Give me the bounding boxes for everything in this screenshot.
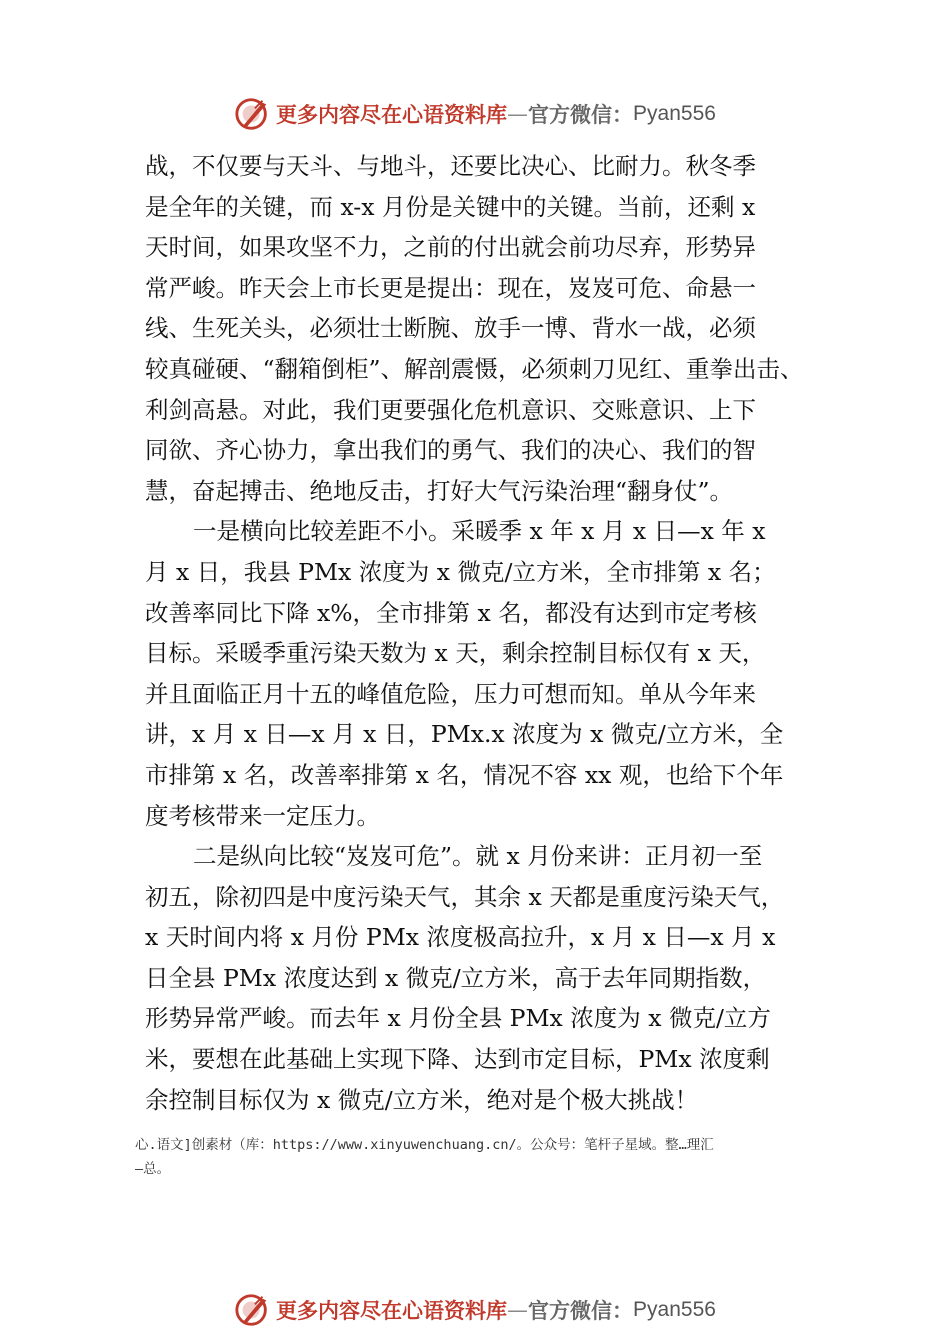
footer-banner xyxy=(0,1290,950,1330)
text-line: 讲，x 月 x 日—x 月 x 日，PMx.x 浓度为 x 微克/立方米，全 xyxy=(145,720,784,749)
text-line: 是全年的关键，而 x-x 月份是关键中的关键。当前，还剩 x xyxy=(145,192,756,221)
wechat-id: Pyan556 xyxy=(633,1298,716,1321)
paragraph-3 xyxy=(145,836,835,1120)
text-line: 形势异常严峻。而去年 x 月份全县 PMx 浓度为 x 微克/立方 xyxy=(145,1004,771,1033)
wechat-id: Pyan556 xyxy=(633,102,716,125)
brand-text: 更多内容尽在心语资料库 xyxy=(276,1298,508,1323)
text-line: 日全县 PMx 浓度达到 x 微克/立方米，高于去年同期指数， xyxy=(145,963,767,992)
footnote-line: 心.语文]创素材（库：https://www.xinyuwenchuang.cn/。公众号：笔杆子星域。整…理汇 xyxy=(135,1137,714,1153)
paragraph-1 xyxy=(145,146,835,511)
text-line: 目标。采暖季重污染天数为 x 天，剩余控制目标仅有 x 天， xyxy=(145,639,766,668)
text-line: 利剑高悬。对此，我们更要强化危机意识、交账意识、上下 xyxy=(145,395,756,424)
text-line: 初五，除初四是中度污染天气，其余 x 天都是重度污染天气， xyxy=(145,882,785,911)
text-line: 改善率同比下降 x%，全市排第 x 名，都没有达到市定考核 xyxy=(145,598,757,627)
text-line: 一是横向比较差距不小。采暖季 x 年 x 月 x 日—x 年 x xyxy=(193,517,766,546)
text-line: 较真碰硬、“翻箱倒柜”、解剖震慑，必须刺刀见红、重拳出击、 xyxy=(145,354,804,383)
text-line: 慧，奋起搏击、绝地反击，打好大气污染治理“翻身仗”。 xyxy=(145,476,734,505)
source-footnote xyxy=(135,1133,855,1181)
text-line: 天时间，如果攻坚不力，之前的付出就会前功尽弃，形势异 xyxy=(145,233,756,262)
text-line: 月 x 日，我县 PMx 浓度为 x 微克/立方米，全市排第 x 名； xyxy=(145,557,776,586)
text-line: 二是纵向比较“岌岌可危”。就 x 月份来讲：正月初一至 xyxy=(193,842,763,871)
footnote-line: —总。 xyxy=(135,1161,171,1177)
feather-pen-logo-icon xyxy=(234,95,272,133)
document-body xyxy=(145,146,835,1120)
brand-text: 更多内容尽在心语资料库 xyxy=(276,102,508,127)
separator: — xyxy=(507,102,529,126)
text-line: 余控制目标仅为 x 微克/立方米，绝对是个极大挑战！ xyxy=(145,1085,699,1114)
paragraph-2 xyxy=(145,511,835,836)
header-banner xyxy=(0,94,950,134)
text-line: 市排第 x 名，改善率排第 x 名，情况不容 xx 观，也给下个年 xyxy=(145,760,784,789)
separator: — xyxy=(507,1298,529,1322)
wechat-label: 官方微信： xyxy=(528,1299,634,1323)
text-line: 并且面临正月十五的峰值危险，压力可想而知。单从今年来 xyxy=(145,679,756,708)
text-line: x 天时间内将 x 月份 PMx 浓度极高拉升，x 月 x 日—x 月 x xyxy=(145,923,776,952)
text-line: 同欲、齐心协力，拿出我们的勇气、我们的决心、我们的智 xyxy=(145,436,756,465)
wechat-label: 官方微信： xyxy=(528,103,634,127)
text-line: 战，不仅要与天斗、与地斗，还要比决心、比耐力。秋冬季 xyxy=(145,152,756,180)
feather-pen-logo-icon xyxy=(234,1291,272,1329)
text-line: 常严峻。昨天会上市长更是提出：现在，岌岌可危、命悬一 xyxy=(145,273,756,302)
text-line: 米，要想在此基础上实现下降、达到市定目标，PMx 浓度剩 xyxy=(145,1045,770,1074)
text-line: 线、生死关头，必须壮士断腕、放手一博、背水一战，必须 xyxy=(145,314,756,343)
text-line: 度考核带来一定压力。 xyxy=(145,801,380,830)
